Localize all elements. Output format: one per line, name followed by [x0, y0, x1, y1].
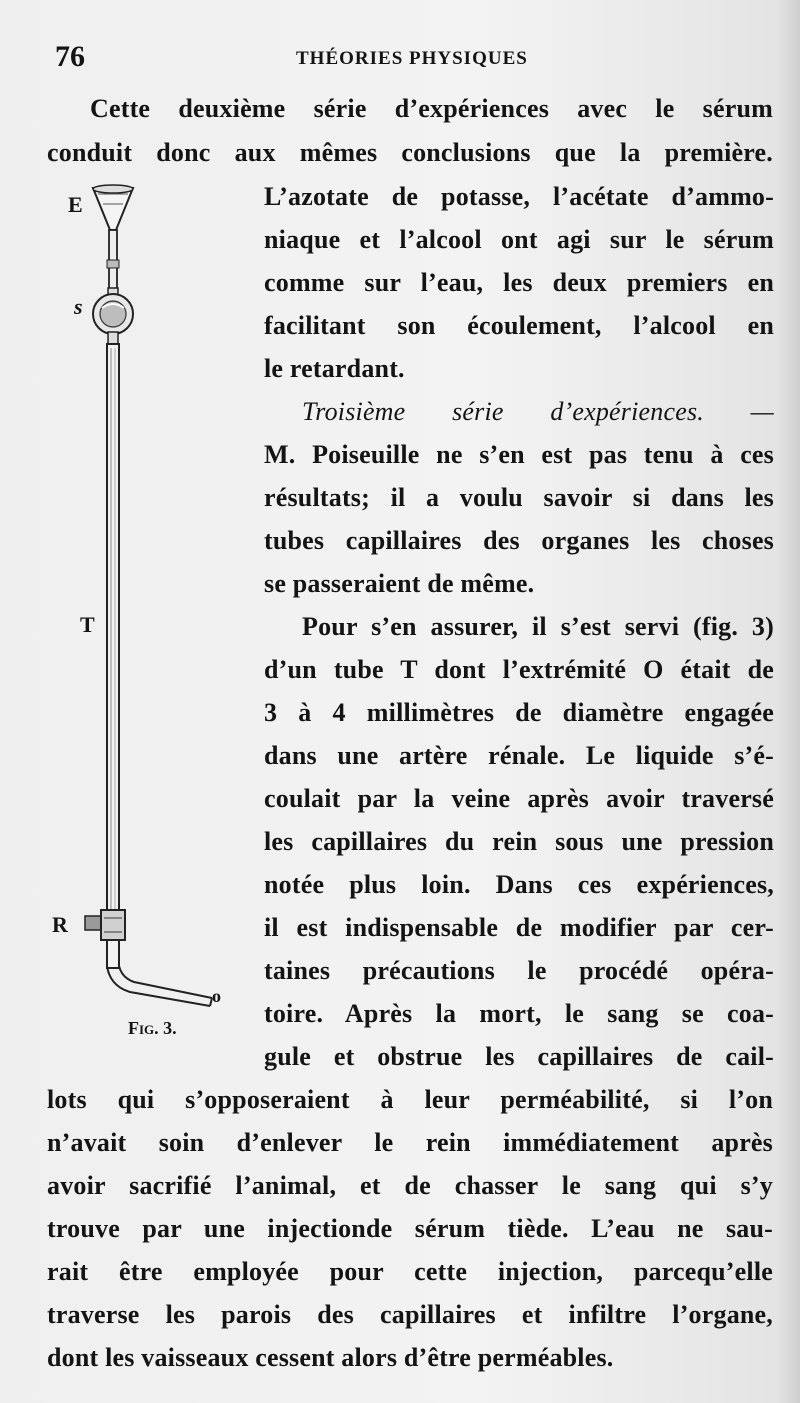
text-line-18: les capillaires du rein sous une pression: [264, 827, 774, 856]
figure-label-s: s: [74, 294, 83, 319]
text-line-29: traverse les parois des capillaires et infiltre l’organe,: [47, 1300, 773, 1329]
text-line-20: il est indispensable de modifier par cer-: [264, 913, 774, 942]
text-line-22: toire. Après la mort, le sang se coa-: [264, 999, 774, 1028]
text-line-12: se passeraient de même.: [264, 569, 535, 598]
text-line-9: M. Poiseuille ne s’en est pas tenu à ces: [264, 440, 774, 469]
text-line-6: facilitant son écoulement, l’alcool en: [264, 311, 774, 340]
text-line-4: niaque et l’alcool ont agi sur le sérum: [264, 225, 774, 254]
text-line-30: dont les vaisseaux cessent alors d’être perméables.: [47, 1343, 614, 1372]
text-line-15: 3 à 4 millimètres de diamètre engagée: [264, 698, 774, 727]
text-line-25: n’avait soin d’enlever le rein immédiatement après: [47, 1128, 773, 1157]
text-line-24: lots qui s’opposeraient à leur perméabilité, si l’on: [47, 1085, 773, 1114]
figure-label-t: T: [80, 612, 95, 637]
text-line-21: taines précautions le procédé opéra-: [264, 956, 774, 985]
figure-label-r: R: [52, 912, 68, 937]
section-heading: Troisième série d’expériences. —: [302, 397, 774, 426]
figure-caption: Fig. 3.: [128, 1018, 177, 1038]
text-line-19: notée plus loin. Dans ces expériences,: [264, 870, 774, 899]
running-header: [0, 40, 800, 80]
text-line-26: avoir sacrifié l’animal, et de chasser le sang qui s’y: [47, 1171, 773, 1200]
text-line-27: trouve par une injectionde sérum tiède. L’eau ne sau-: [47, 1214, 773, 1243]
figure-3-apparatus-illustration: [60, 180, 240, 1020]
figure-label-e: E: [68, 192, 83, 217]
text-line-1: Cette deuxième série d’expériences avec le sérum: [90, 94, 773, 123]
text-line-14: d’un tube T dont l’extrémité O était de: [264, 655, 774, 684]
text-line-16: dans une artère rénale. Le liquide s’é-: [264, 741, 774, 770]
text-line-7: le retardant.: [264, 354, 405, 383]
figure-label-o: o: [212, 986, 221, 1006]
running-title: THÉORIES PHYSIQUES: [296, 48, 528, 69]
text-line-28: rait être employée pour cette injection, parcequ’elle: [47, 1257, 773, 1286]
text-line-5: comme sur l’eau, les deux premiers en: [264, 268, 774, 297]
text-line-17: coulait par la veine après avoir traversé: [264, 784, 774, 813]
text-line-3: L’azotate de potasse, l’acétate d’ammo-: [264, 182, 774, 211]
text-line-10: résultats; il a voulu savoir si dans les: [264, 483, 774, 512]
text-line-23: gule et obstrue les capillaires de cail-: [264, 1042, 774, 1071]
page-number: 76: [55, 40, 85, 73]
text-line-2: conduit donc aux mêmes conclusions que la première.: [47, 138, 773, 167]
text-line-13: Pour s’en assurer, il s’est servi (fig. 3): [302, 612, 774, 641]
text-line-11: tubes capillaires des organes les choses: [264, 526, 774, 555]
